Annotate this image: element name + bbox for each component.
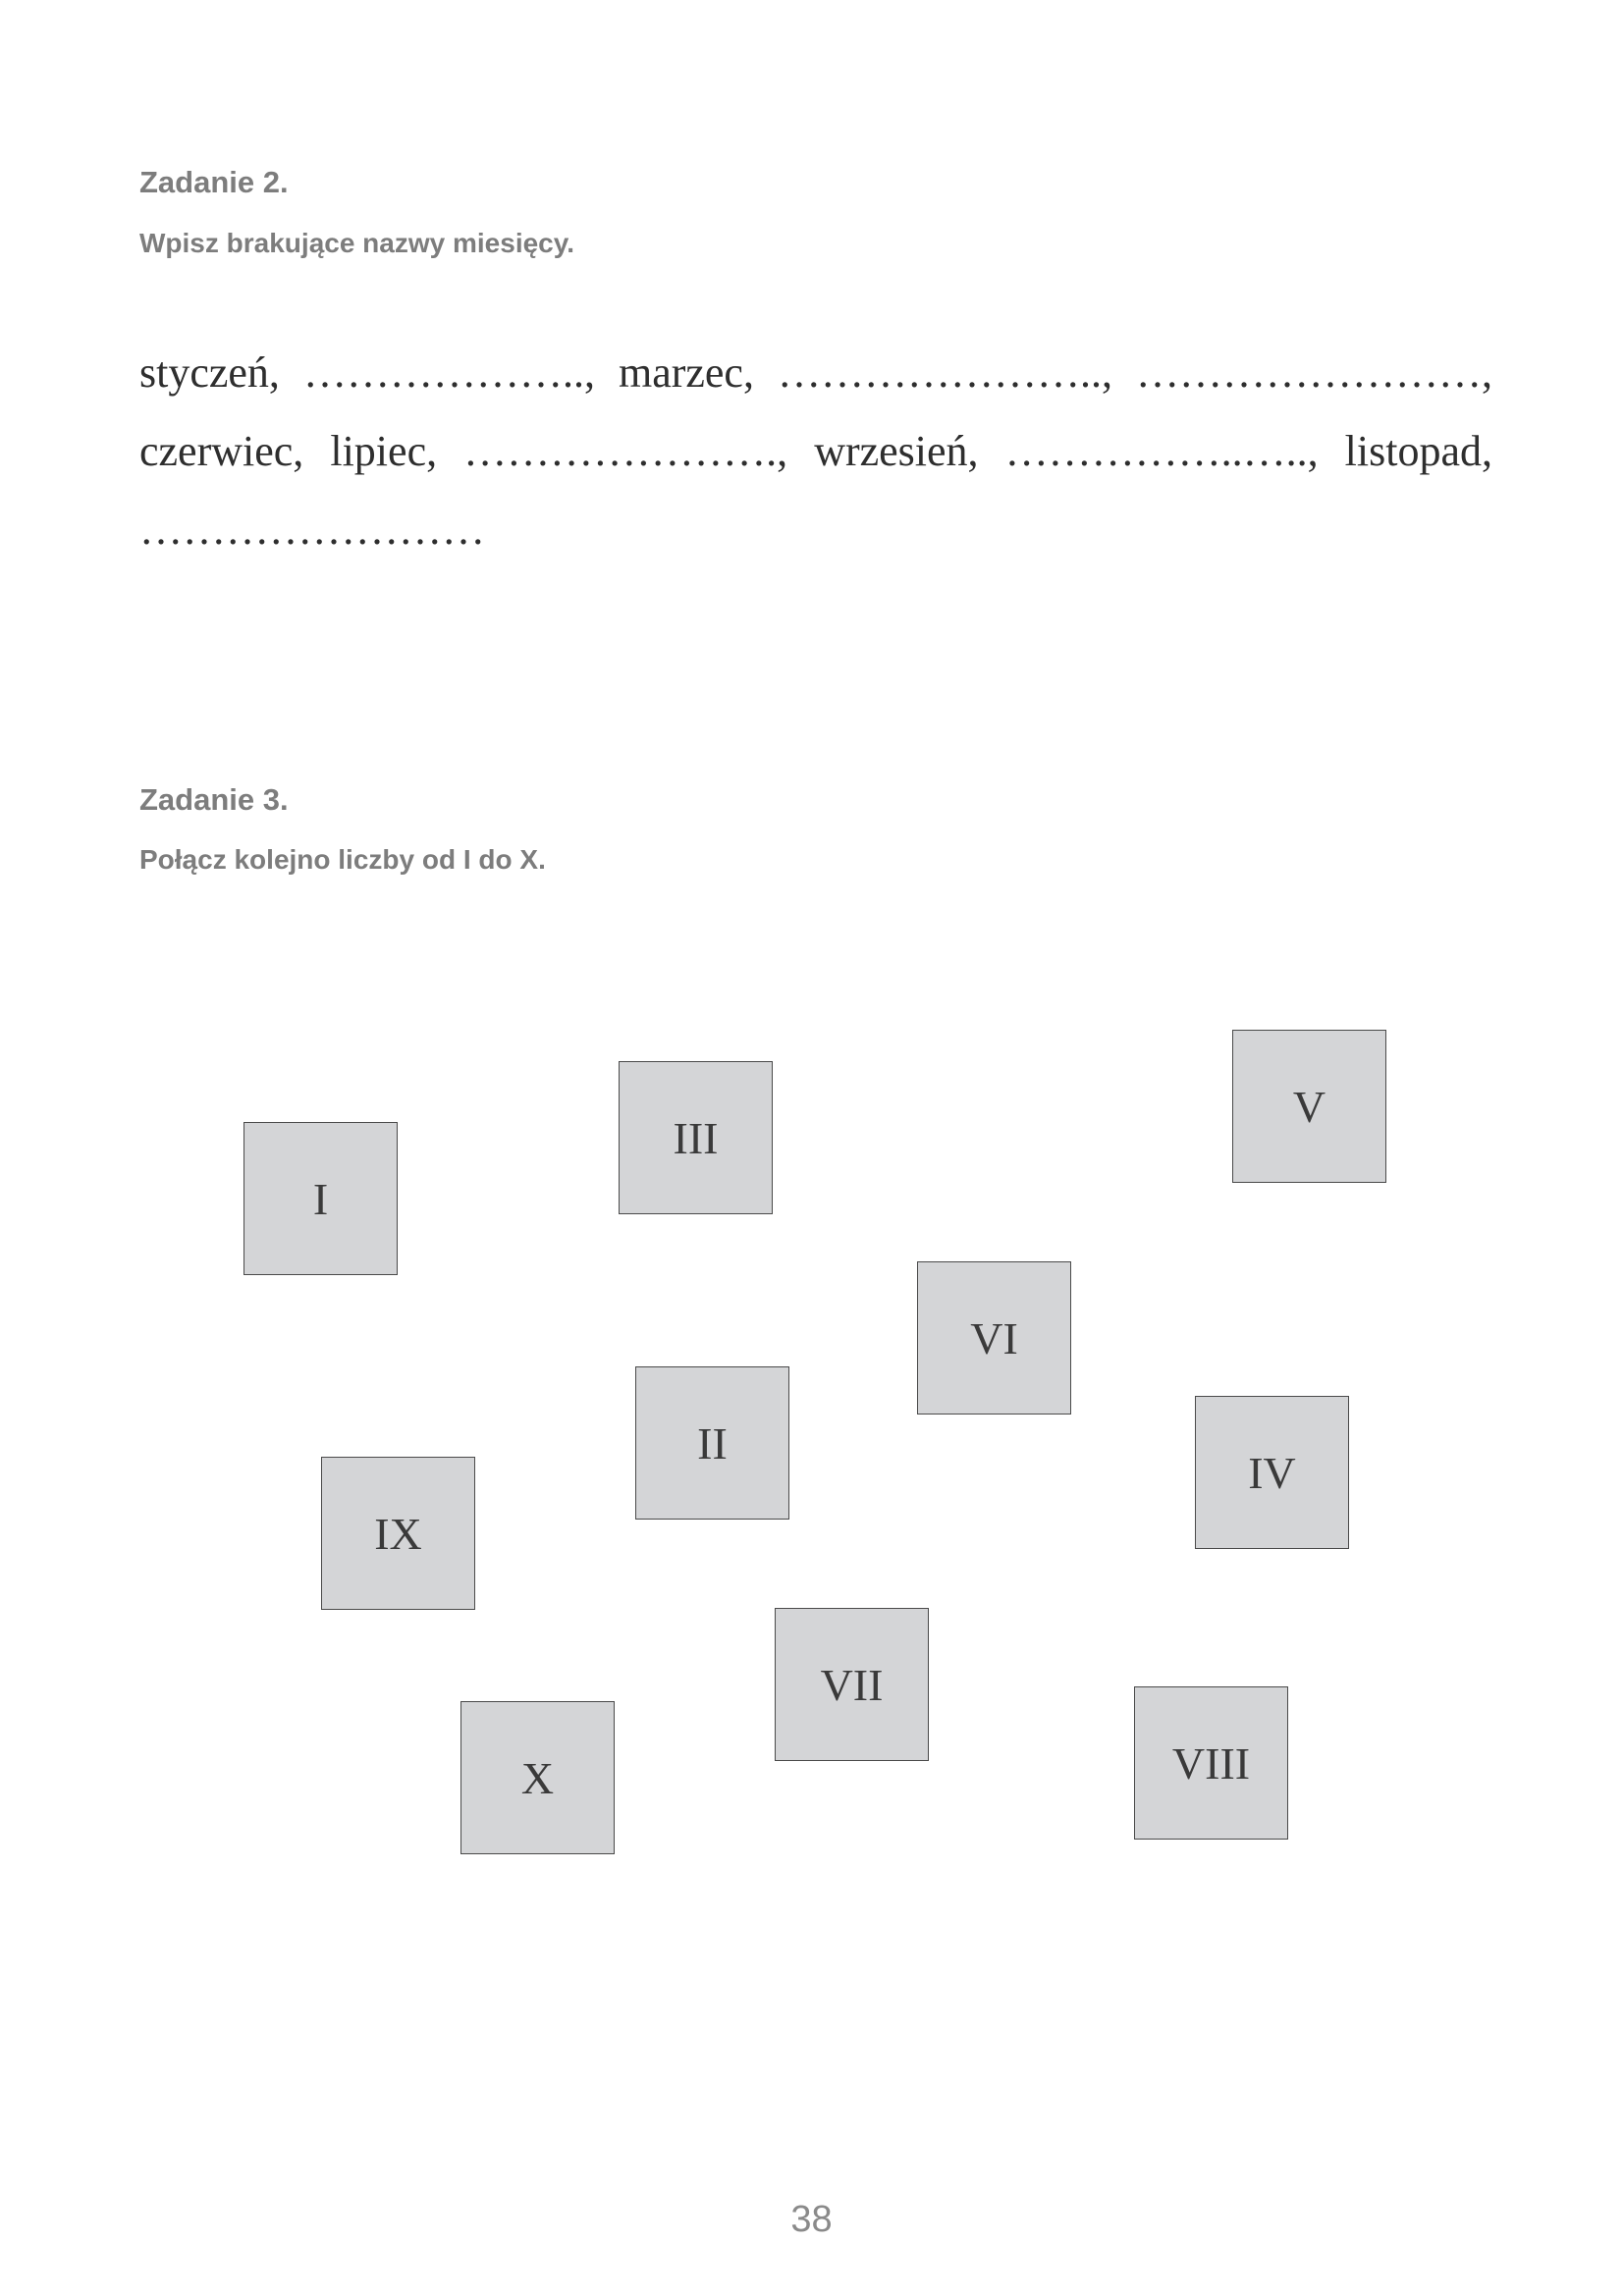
task-3-title: Zadanie 3. (139, 782, 289, 817)
tile-roman-6[interactable]: VI (917, 1261, 1071, 1415)
tile-roman-3[interactable]: III (619, 1061, 773, 1214)
blank-february[interactable]: ……………….., (302, 348, 595, 397)
blank-august[interactable]: …………………., (463, 427, 788, 475)
month-july: lipiec, (330, 427, 438, 475)
tile-roman-10[interactable]: X (460, 1701, 615, 1854)
tile-roman-9[interactable]: IX (321, 1457, 475, 1610)
page-number: 38 (790, 2199, 833, 2240)
tile-roman-1[interactable]: I (243, 1122, 398, 1275)
task-2-instruction: Wpisz brakujące nazwy miesięcy. (139, 228, 575, 258)
blank-december[interactable]: …………………… (139, 506, 485, 554)
month-march: marzec, (618, 348, 754, 397)
month-november: listopad, (1344, 427, 1492, 475)
month-june: czerwiec, (139, 427, 304, 475)
months-line-3 (139, 505, 1492, 555)
tile-roman-2[interactable]: II (635, 1366, 789, 1520)
task-2-title: Zadanie 2. (139, 165, 289, 199)
month-january: styczeń, (139, 348, 280, 397)
blank-may[interactable]: ……………………, (1136, 348, 1492, 397)
tile-roman-7[interactable]: VII (775, 1608, 929, 1761)
task-3-instruction: Połącz kolejno liczby od I do X. (139, 844, 546, 875)
tile-roman-4[interactable]: IV (1195, 1396, 1349, 1549)
months-line-2 (139, 426, 1492, 476)
month-september: wrzesień, (814, 427, 979, 475)
tile-roman-8[interactable]: VIII (1134, 1686, 1288, 1840)
months-line-1 (139, 347, 1492, 398)
tile-roman-5[interactable]: V (1232, 1030, 1386, 1183)
blank-october[interactable]: ……………..….., (1004, 427, 1319, 475)
blank-april[interactable]: ………………….., (777, 348, 1112, 397)
